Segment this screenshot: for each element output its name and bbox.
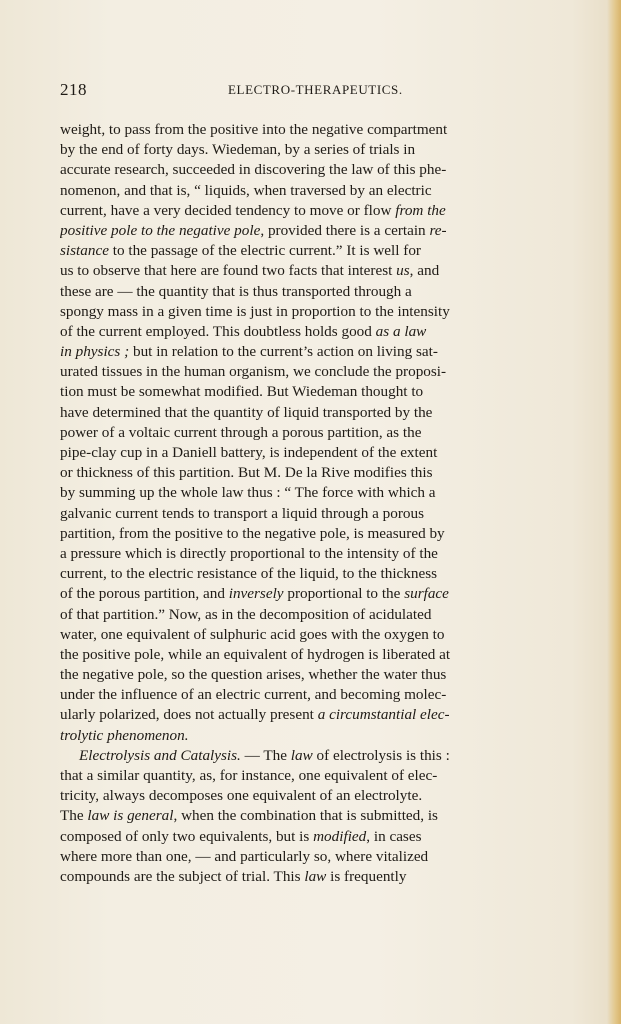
text-line [60, 201, 560, 221]
running-title: ELECTRO-THERAPEUTICS. [228, 82, 403, 97]
text-line [60, 564, 560, 584]
text-run: of electrolysis is this : [312, 746, 450, 764]
text-line [60, 584, 560, 604]
text-line [60, 705, 560, 725]
text-line [60, 726, 560, 746]
italic-text: modified [313, 827, 367, 845]
text-run: have determined that the quantity of liquid transported by the [60, 403, 433, 421]
text-line [60, 120, 560, 140]
text-run: pipe-clay cup in a Daniell battery, is independent of the extent [60, 444, 438, 461]
italic-text: Electrolysis and Catalysis. [79, 746, 241, 764]
italic-text: law is general [87, 807, 174, 825]
text-run: nomenon, and that is, “ liquids, when traversed by an electric [60, 181, 432, 199]
text-run: tion must be somewhat modified. But Wiedeman thought to [60, 383, 424, 401]
text-run: current, to the electric resistance of the liquid, to the thickness [60, 565, 438, 583]
text-run: proportional to the [283, 585, 405, 603]
running-head [60, 80, 559, 102]
italic-text: as a law [375, 322, 427, 340]
text-line [60, 463, 560, 483]
text-line [60, 423, 560, 443]
text-run: , provided there is a certain [260, 221, 430, 239]
text-line [60, 847, 560, 867]
text-line [60, 221, 560, 241]
text-line [60, 605, 560, 625]
text-run: the negative pole, so the question arises, whether the water thus [60, 666, 447, 684]
page-edge [607, 0, 621, 1024]
italic-text: re- [429, 221, 447, 239]
text-line [60, 766, 560, 786]
text-run: The [60, 807, 88, 825]
text-run: these are — the quantity that is thus transported through a [60, 282, 412, 300]
text-run: a pressure which is directly proportional to the intensity of the [60, 544, 438, 562]
text-run: weight, to pass from the positive into the negative compartment [60, 121, 448, 138]
text-line [60, 282, 560, 302]
text-line [60, 786, 560, 806]
italic-text: a circumstantial elec- [317, 706, 450, 724]
text-line [60, 685, 560, 705]
text-line [60, 665, 560, 685]
text-run: galvanic current tends to transport a liquid through a porous [60, 504, 424, 522]
text-run: — The [240, 746, 291, 764]
text-line [60, 362, 560, 382]
text-line [60, 382, 560, 402]
text-line [60, 302, 560, 322]
text-run: , in cases [366, 827, 422, 845]
text-line [60, 443, 560, 463]
italic-text: trolytic phenomenon. [60, 726, 189, 744]
text-run: tricity, always decomposes one equivalent of an electrolyte. [60, 787, 423, 805]
text-run: of the current employed. This doubtless holds good [60, 322, 376, 340]
text-run: current, have a very decided tendency to move or flow [60, 201, 396, 219]
text-run: of the porous partition, and [60, 585, 229, 603]
text-run: by the end of forty days. Wiedeman, by a series of trials in [60, 141, 416, 159]
italic-text: us [396, 262, 410, 280]
text-run: , when the combination that is submitted, is [173, 807, 438, 825]
text-line [60, 160, 560, 180]
text-run: by summing up the whole law thus : “ The force with which a [60, 484, 436, 502]
italic-text: inversely [228, 585, 284, 603]
text-line [60, 322, 560, 342]
text-run: ularly polarized, does not actually present [60, 706, 318, 724]
text-run: or thickness of this partition. But M. De la Rive modifies this [60, 464, 433, 482]
text-run: under the influence of an electric current, and becoming molec- [60, 686, 447, 704]
text-line [60, 827, 560, 847]
text-run: where more than one, — and particularly so, where vitalized [60, 847, 429, 865]
text-run: to the passage of the electric current.” It is well for [108, 242, 421, 260]
text-line [60, 625, 560, 645]
text-run: is frequently [326, 867, 407, 885]
italic-text: law [290, 746, 313, 764]
text-run: but in relation to the current’s action on living sat- [129, 343, 438, 361]
text-run: , and [409, 262, 440, 280]
text-line [60, 544, 560, 564]
text-run: the positive pole, while an equivalent of hydrogen is liberated at [60, 645, 451, 663]
italic-text: from the [395, 201, 446, 219]
text-line [60, 140, 560, 160]
text-line [60, 524, 560, 544]
italic-text: surface [404, 585, 449, 603]
text-line [60, 403, 560, 423]
body-text [60, 120, 560, 887]
text-line [60, 645, 560, 665]
text-run: of that partition.” Now, as in the decomposition of acidulated [60, 605, 432, 623]
text-run: water, one equivalent of sulphuric acid goes with the oxygen to [60, 625, 445, 643]
text-run: us to observe that here are found two facts that interest [60, 262, 397, 280]
text-run: urated tissues in the human organism, we conclude the proposi- [60, 363, 447, 381]
text-line [60, 504, 560, 524]
text-line [60, 241, 560, 261]
text-run: that a similar quantity, as, for instance, one equivalent of elec- [60, 767, 438, 784]
text-line [60, 342, 560, 362]
text-run: spongy mass in a given time is just in proportion to the intensity [60, 302, 450, 320]
italic-text: positive pole to the negative pole [60, 221, 261, 239]
text-run: compounds are the subject of trial. This [60, 867, 305, 885]
italic-text: in physics ; [60, 343, 130, 361]
text-run: composed of only two equivalents, but is [60, 827, 314, 845]
text-line [60, 181, 560, 201]
text-line [60, 867, 560, 887]
italic-text: law [304, 867, 327, 885]
italic-text: sistance [60, 242, 109, 260]
text-run: partition, from the positive to the negative pole, is measured by [60, 524, 445, 542]
page-number: 218 [60, 80, 87, 99]
text-run: accurate research, succeeded in discovering the law of this phe- [60, 161, 447, 179]
text-line [60, 746, 560, 766]
text-line [60, 806, 560, 826]
text-run: power of a voltaic current through a porous partition, as the [60, 423, 422, 441]
text-line [60, 261, 560, 281]
text-line [60, 483, 560, 503]
